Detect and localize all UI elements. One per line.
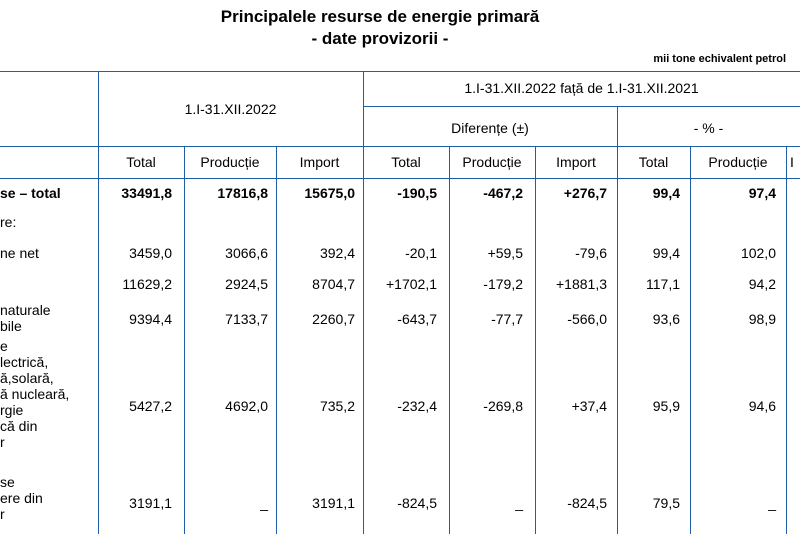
table-cell: 33491,8 [121,185,172,201]
table-cell: -467,2 [483,185,523,201]
table-cell: 3066,6 [225,245,268,261]
table-cell: +1702,1 [386,276,437,292]
header-bottom-border [0,178,800,179]
table-cell: 102,0 [740,245,776,261]
table-cell: 15675,0 [304,185,355,201]
table-cell: 3459,0 [129,245,172,261]
row-label-line: r [0,434,5,450]
table-cell: 392,4 [319,245,355,261]
col-header-diff-productie: Producție [462,154,522,170]
header-percent: - % - [693,120,724,136]
table-cell: 93,6 [652,311,680,327]
col-divider [786,146,787,534]
row-label-line: e [0,338,8,354]
table-cell: 735,2 [319,398,355,414]
table-cell: _ [768,495,776,511]
row-label-line: ere din [0,490,43,506]
col-header-import: Import [299,154,340,170]
row-label-line: r [0,506,5,522]
table-cell: -566,0 [567,311,607,327]
table-cell: -824,5 [397,495,437,511]
table-cell: 7133,7 [225,311,268,327]
table-cell: 94,2 [748,276,776,292]
col-divider [449,146,450,534]
col-divider [535,146,536,534]
row-label-line: se [0,474,15,490]
col-divider [184,146,185,534]
unit-note: mii tone echivalent petrol [653,53,786,65]
table-cell: -232,4 [397,398,437,414]
table-cell: 3191,1 [312,495,355,511]
table-cell: _ [260,495,268,511]
table-cell: -190,5 [397,185,437,201]
table-cell: -269,8 [483,398,523,414]
col-header-pct-productie: Producție [708,154,768,170]
table-cell: 99,4 [652,185,680,201]
table-cell: 3191,1 [129,495,172,511]
row-label-line: ne net [0,245,39,261]
row-label-line: că din [0,418,38,434]
page-title: Principalele resurse de energie primară [220,7,540,26]
col-header-pct-total: Total [638,154,669,170]
table-cell: 95,9 [652,398,680,414]
table-cell: 2260,7 [312,311,355,327]
table-cell: 8704,7 [312,276,355,292]
table-cell: +37,4 [571,398,607,414]
row-label-line: bile [0,318,22,334]
table-cell: 11629,2 [122,276,172,292]
col-divider [690,146,691,534]
compare-header-divider [363,106,800,107]
table-cell: 5427,2 [129,398,172,414]
table-cell: _ [515,495,523,511]
table-top-border [0,71,800,72]
table-cell: -77,7 [491,311,523,327]
header-period-current: 1.I-31.XII.2022 [184,101,277,117]
row-label-line: ă,solară, [0,370,54,386]
table-cell: 98,9 [748,311,776,327]
row-label [0,338,69,450]
table-cell: +276,7 [563,185,607,201]
table-cell: 117,1 [646,276,680,292]
table-cell: 9394,4 [129,311,172,327]
row-label-line: re: [0,214,17,230]
col-header-total: Total [126,154,156,170]
header-differences: Diferențe (±) [451,120,529,136]
row-label [0,245,39,261]
table-cell: 4692,0 [225,398,268,414]
col-divider [276,146,277,534]
table-cell: 17816,8 [217,185,268,201]
header-period-compare: 1.I-31.XII.2022 față de 1.I-31.XII.2021 [464,80,699,96]
table-cell: +59,5 [487,245,523,261]
row-label [0,185,61,201]
row-label-line: se – total [0,185,61,201]
col-header-diff-import: Import [556,154,596,170]
table-cell: 97,4 [748,185,776,201]
table-cell: -79,6 [575,245,607,261]
row-label-line: naturale [0,302,51,318]
col-divider [98,71,99,534]
table-cell: 99,4 [652,245,680,261]
table-cell: 2924,5 [225,276,268,292]
col-header-pct-import-partial: I [790,154,794,170]
table-cell: +1881,3 [556,276,607,292]
table-cell: -643,7 [397,311,437,327]
subheader-divider [0,146,800,147]
table-cell: 79,5 [652,495,680,511]
row-label-line: ă nucleară, [0,386,70,402]
col-header-diff-total: Total [391,154,421,170]
table-cell: -824,5 [567,495,607,511]
table-cell: -20,1 [405,245,437,261]
page-subtitle: - date provizorii - [311,29,449,48]
table-cell: 94,6 [748,398,776,414]
row-label [0,474,43,522]
row-label-line: lectrică, [0,354,49,370]
col-divider [363,71,364,534]
table-cell: -179,2 [483,276,523,292]
row-label-line: rgie [0,402,24,418]
col-header-productie: Producție [200,154,260,170]
row-label [0,214,16,230]
row-label [0,302,51,334]
